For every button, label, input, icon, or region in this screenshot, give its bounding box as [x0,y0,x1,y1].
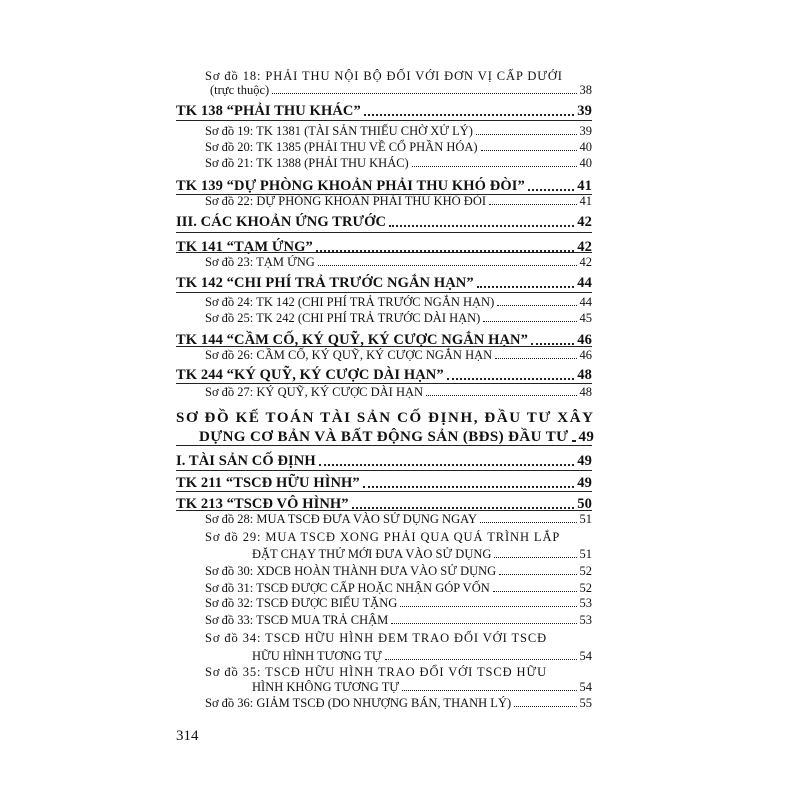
toc-entry-label: Sơ đồ 27: KÝ QUỸ, KÝ CƯỢC DÀI HẠN [205,385,424,399]
toc-entry[interactable] [205,256,592,269]
toc-entry[interactable] [205,513,592,526]
toc-heading-line: SƠ ĐỒ KẾ TOÁN TÀI SẢN CỐ ĐỊNH, ĐẦU TƯ XÂY [176,410,595,426]
toc-entry-label: Sơ đồ 33: TSCĐ MUA TRẢ CHẬM [205,613,389,627]
section-rule [176,232,592,233]
dot-leader [400,606,576,607]
toc-section[interactable] [176,276,592,291]
toc-page-number: 42 [579,255,592,269]
toc-entry-label: TK 138 “PHẢI THU KHÁC” [176,103,361,119]
dot-leader [497,305,576,306]
toc-entry-label: I. TÀI SẢN CỐ ĐỊNH [176,453,316,469]
toc-entry[interactable] [205,349,592,362]
toc-page-number: 41 [579,194,592,208]
toc-entry-label: TK 244 “KÝ QUỸ, KÝ CƯỢC DÀI HẠN” [176,367,444,383]
toc-entry[interactable] [205,157,592,170]
toc-entry-label: Sơ đồ 32: TSCĐ ĐƯỢC BIẾU TẶNG [205,596,398,610]
toc-entry-label: TK 213 “TSCĐ VÔ HÌNH” [176,496,349,512]
toc-entry[interactable] [205,697,592,710]
toc-entry-line: Sơ đồ 18: PHẢI THU NỘI BỘ ĐỐI VỚI ĐƠN VỊ CẤP DƯỚI [205,69,563,83]
toc-entry[interactable] [205,141,592,154]
dot-leader [495,358,576,359]
dot-leader [272,93,576,94]
toc-entry-label: Sơ đồ 22: DỰ PHÒNG KHOẢN PHẢI THU KHÓ ĐÒI [205,194,487,208]
toc-page-number: 52 [579,564,592,578]
dot-leader [352,507,575,509]
dot-leader [318,265,577,266]
dot-leader [480,522,576,523]
toc-entry-label: (trực thuộc) [210,83,270,97]
toc-entry-label: TK 142 “CHI PHÍ TRẢ TRƯỚC NGẮN HẠN” [176,275,474,291]
toc-page-number: 41 [577,178,592,194]
toc-entry-label: DỰNG CƠ BẢN VÀ BẤT ĐỘNG SẢN (BĐS) ĐẦU TƯ [199,429,569,445]
dot-leader [494,557,576,558]
dot-leader [477,286,575,288]
toc-page-number: 42 [577,239,592,255]
toc-entry[interactable] [205,312,592,325]
toc-entry[interactable] [252,548,592,561]
dot-leader [426,395,576,396]
toc-page-number: 44 [579,295,592,309]
toc-page-number: 40 [579,156,592,170]
dot-leader [483,321,576,322]
toc-page-number: 45 [579,311,592,325]
section-rule [176,120,592,121]
dot-leader [572,440,576,442]
toc-entry-label: Sơ đồ 24: TK 142 (CHI PHÍ TRẢ TRƯỚC NGẮN HẠN) [205,295,495,309]
dot-leader [493,591,577,592]
toc-entry-label: III. CÁC KHOẢN ỨNG TRƯỚC [176,214,387,230]
toc-section[interactable] [176,476,592,491]
toc-page-number: 39 [579,124,592,138]
toc-entry-label: TK 211 “TSCĐ HỮU HÌNH” [176,475,360,491]
toc-entry[interactable] [252,681,592,694]
toc-page-number: 40 [579,140,592,154]
toc-page-number: 46 [577,332,592,348]
toc-entry-label: Sơ đồ 30: XDCB HOÀN THÀNH ĐƯA VÀO SỬ DỤNG [205,564,497,578]
toc-page-number: 49 [577,453,592,469]
toc-page-number: 53 [579,613,592,627]
toc-page-number: 48 [579,385,592,399]
toc-section[interactable] [176,368,592,383]
section-rule [176,470,592,471]
toc-page-number: 55 [579,696,592,710]
toc-page-number: 39 [577,103,592,119]
toc-page-number: 54 [579,680,592,694]
section-rule [176,194,592,195]
toc-entry-label: Sơ đồ 19: TK 1381 (TÀI SẢN THIẾU CHỜ XỬ LÝ) [205,124,473,138]
dot-leader [528,189,575,191]
dot-leader [363,486,575,488]
toc-entry-line: Sơ đồ 35: TSCĐ HỮU HÌNH TRAO ĐỔI VỚI TSCĐ HỮU [205,665,547,679]
section-rule [176,346,592,347]
toc-entry-label: Sơ đồ 36: GIẢM TSCĐ (DO NHƯỢNG BÁN, THANH LÝ) [205,696,512,710]
toc-section[interactable] [176,215,592,230]
page-number: 314 [176,728,199,744]
toc-section[interactable] [176,179,592,194]
toc-entry-label: Sơ đồ 31: TSCĐ ĐƯỢC CẤP HOẶC NHẬN GÓP VỐN [205,581,490,595]
toc-entry[interactable] [205,386,592,399]
dot-leader [402,690,576,691]
dot-leader [412,166,577,167]
toc-entry-label: Sơ đồ 28: MUA TSCĐ ĐƯA VÀO SỬ DỤNG NGAY [205,512,478,526]
toc-page-number: 52 [579,581,592,595]
toc-entry[interactable] [199,429,595,445]
dot-leader [531,343,574,345]
toc-entry-label: Sơ đồ 23: TẠM ỨNG [205,255,315,269]
dot-leader [447,378,575,380]
dot-leader [489,204,576,205]
toc-entry[interactable] [205,565,592,578]
toc-page-number: 51 [579,512,592,526]
toc-section[interactable] [176,104,592,119]
dot-leader [499,574,576,575]
toc-entry-label: HÌNH KHÔNG TƯƠNG TỰ [252,680,400,694]
toc-page-number: 48 [577,367,592,383]
toc-page-number: 38 [579,83,592,97]
toc-entry[interactable] [205,597,592,610]
dot-leader [391,623,576,624]
toc-section[interactable] [176,454,592,469]
toc-page-number: 51 [579,547,592,561]
toc-page-number: 44 [577,275,592,291]
dot-leader [389,225,574,227]
toc-entry-label: Sơ đồ 21: TK 1388 (PHẢI THU KHÁC) [205,156,409,170]
toc-entry-label: ĐẶT CHẠY THỬ MỚI ĐƯA VÀO SỬ DỤNG [252,547,492,561]
toc-entry-line: Sơ đồ 34: TSCĐ HỮU HÌNH ĐEM TRAO ĐỔI VỚI TSCĐ [205,631,548,645]
toc-entry[interactable] [205,582,592,595]
toc-entry[interactable] [205,195,592,208]
toc-entry[interactable] [205,296,592,309]
dot-leader [481,150,577,151]
toc-entry[interactable] [205,614,592,627]
section-rule [176,445,592,446]
dot-leader [319,464,575,466]
section-rule [176,383,592,384]
toc-entry-label: TK 144 “CẦM CỐ, KÝ QUỸ, KÝ CƯỢC NGẮN HẠN” [176,332,528,348]
toc-entry[interactable] [210,84,592,97]
toc-page-number: 49 [577,475,592,491]
dot-leader [476,134,577,135]
toc-entry-line: Sơ đồ 29: MUA TSCĐ XONG PHẢI QUA QUÁ TRÌNH LẮP [205,530,561,544]
toc-entry[interactable] [252,650,592,663]
section-rule [176,252,592,253]
section-rule [176,491,592,492]
toc-entry-label: Sơ đồ 25: TK 242 (CHI PHÍ TRẢ TRƯỚC DÀI HẠN) [205,311,481,325]
toc-page-number: 42 [577,214,592,230]
toc-page-number: 49 [578,429,595,445]
dot-leader [514,706,576,707]
toc-entry-label: TK 139 “DỰ PHÒNG KHOẢN PHẢI THU KHÓ ĐÒI” [176,178,525,194]
toc-entry-label: Sơ đồ 26: CẦM CỐ, KÝ QUỸ, KÝ CƯỢC NGẮN HẠN [205,348,493,362]
toc-entry-label: HỮU HÌNH TƯƠNG TỰ [252,649,382,663]
toc-entry-label: TK 141 “TẠM ỨNG” [176,239,313,255]
toc-page-number: 53 [579,596,592,610]
toc-page-number: 50 [577,496,592,512]
section-rule [176,510,592,511]
dot-leader [385,659,577,660]
dot-leader [364,114,574,116]
toc-page-number: 46 [579,348,592,362]
toc-entry[interactable] [205,125,592,138]
toc-entry-label: Sơ đồ 20: TK 1385 (PHẢI THU VỀ CỔ PHẦN HÓA) [205,140,478,154]
toc-page-number: 54 [579,649,592,663]
section-rule [176,292,592,293]
